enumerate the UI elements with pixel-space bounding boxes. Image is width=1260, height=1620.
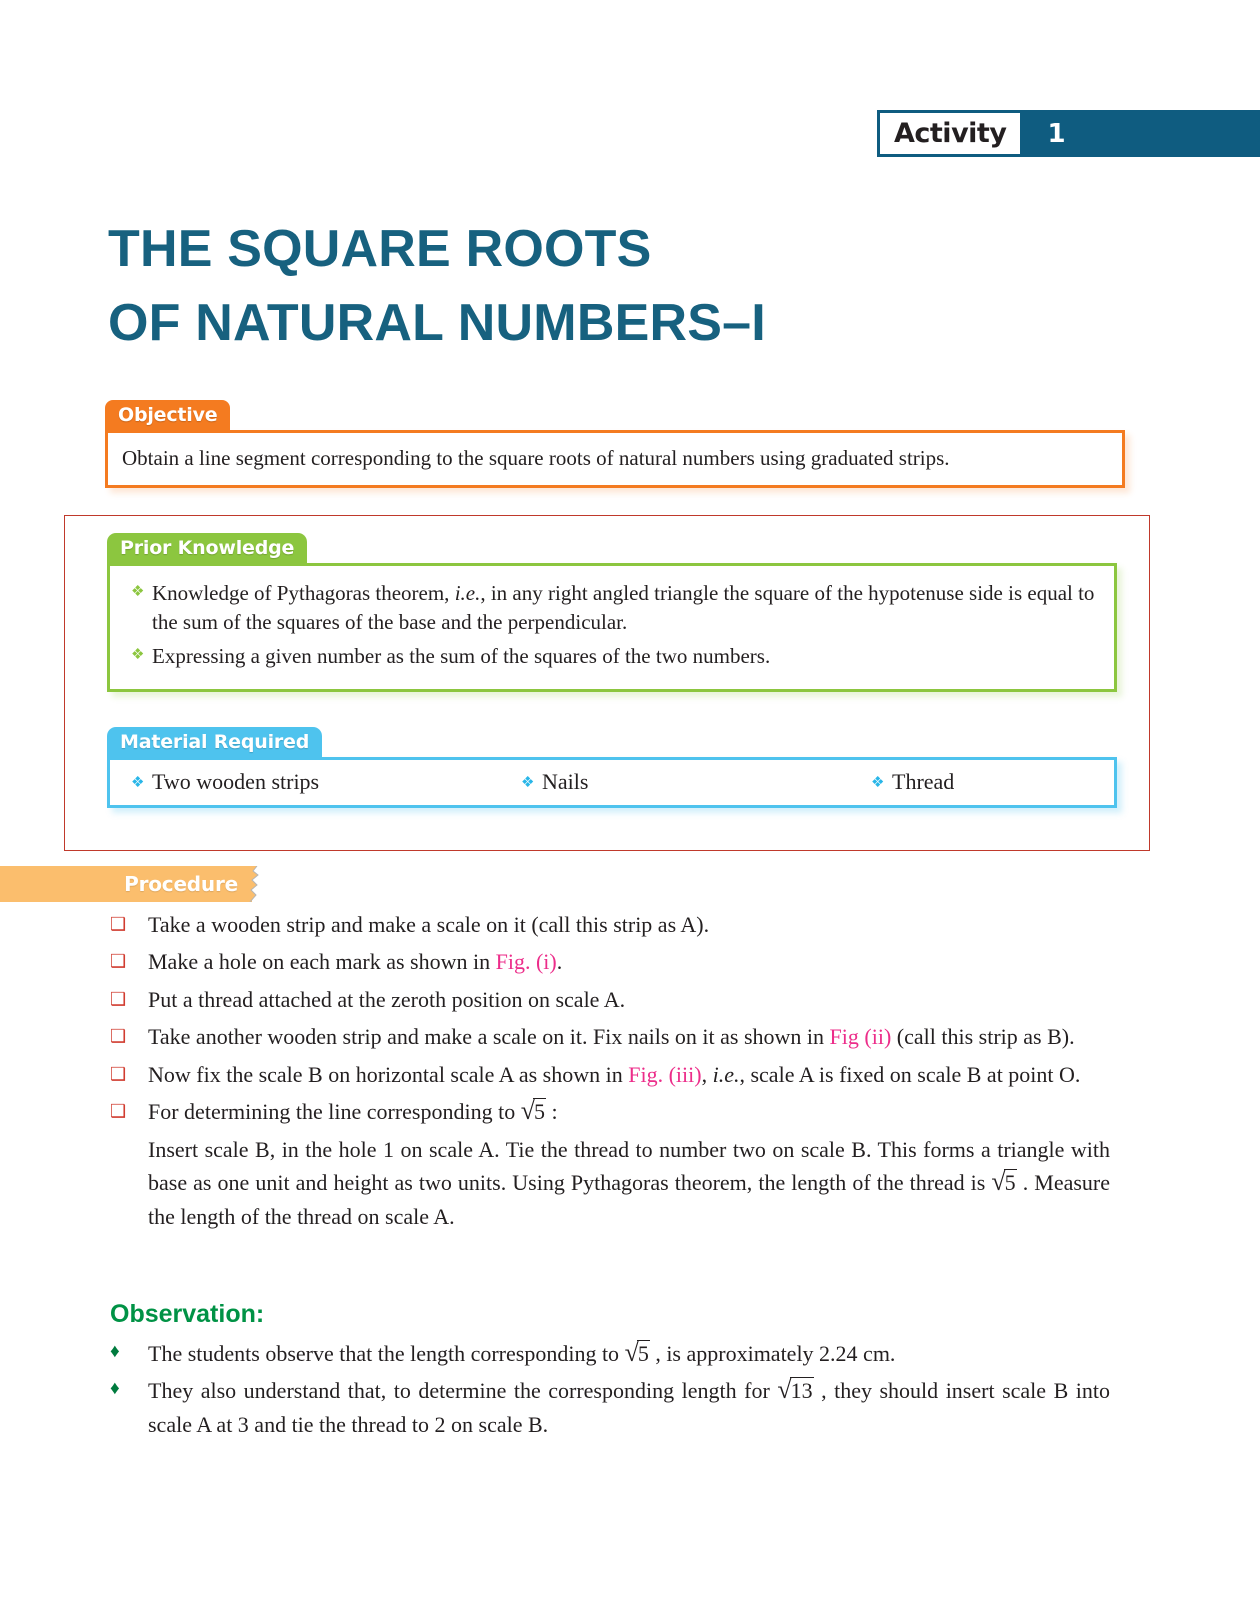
body-text: Make a hole on each mark as shown in — [148, 949, 496, 975]
objective-text: Obtain a line segment corresponding to the square roots of natural numbers using graduated strips. — [122, 446, 950, 470]
emphasis-text: i.e. — [454, 581, 481, 605]
procedure-ribbon — [0, 866, 252, 902]
diamond-bullet-icon: ♦ — [110, 1341, 120, 1362]
material-required-tab-label: Material Required — [107, 727, 322, 758]
square-bullet-icon: ❑ — [110, 1101, 127, 1122]
objective-section — [105, 400, 1125, 488]
page-title — [108, 213, 1008, 361]
body-text: , in any right angled triangle the square of the hypotenuse side is equal to the sum of the squares of the base and the perpendicular. — [152, 581, 1095, 634]
material-item — [512, 769, 862, 795]
sqrt-expression — [991, 1166, 1016, 1199]
procedure-steps — [110, 908, 1118, 1233]
body-text: Take a wooden strip and make a scale on it (call this strip as A). — [148, 912, 710, 937]
material-required-body — [107, 757, 1117, 808]
sqrt-expression — [521, 1095, 546, 1128]
prior-knowledge-body — [107, 563, 1117, 692]
radicand: 5 — [533, 1099, 545, 1125]
body-text: Knowledge of Pythagoras theorem, — [152, 581, 455, 605]
body-text: . Measure the length of the thread on scale A. — [148, 1170, 1110, 1229]
activity-header-bar — [877, 110, 1260, 157]
diamond-bullet-icon: ❖ — [131, 584, 145, 600]
material-item-label: Two wooden strips — [152, 769, 320, 794]
radical-icon: √ — [991, 1167, 1006, 1197]
observation-heading: Observation: — [110, 1300, 265, 1328]
body-text: . — [556, 949, 563, 975]
radical-icon: √ — [520, 1096, 535, 1126]
page-title-line-1: THE SQUARE ROOTS — [108, 219, 652, 278]
objective-tab-label: Objective — [105, 400, 230, 431]
procedure-step-text — [148, 1020, 1118, 1053]
procedure-step — [110, 908, 1118, 941]
square-bullet-icon: ❑ — [110, 988, 127, 1009]
prior-knowledge-list — [122, 579, 1102, 671]
list-item-text — [152, 579, 1102, 636]
observation-item — [110, 1374, 1110, 1442]
body-text: Insert scale B, in the hole 1 on scale A. Tie the thread to number two on scale B. This forms a triangle with base as one unit and height as two units. Using Pythagoras theorem, the length of the thread is — [148, 1136, 1110, 1196]
radicand: 5 — [637, 1341, 649, 1366]
procedure-step — [110, 1058, 1118, 1091]
body-text: , scale A is fixed on scale B at point O. — [739, 1061, 1081, 1087]
figure-reference[interactable]: Fig (ii) — [829, 1024, 892, 1050]
list-item — [122, 579, 1102, 636]
body-text: , is approximately 2.24 cm. — [649, 1341, 896, 1366]
procedure-step — [110, 1095, 1118, 1128]
procedure-step — [110, 983, 1118, 1016]
procedure-step — [110, 945, 1118, 978]
body-text: : — [545, 1099, 558, 1125]
observation-item-text — [148, 1337, 1110, 1371]
radicand: 5 — [1004, 1170, 1016, 1196]
body-text: Put a thread attached at the zeroth position on scale A. — [148, 986, 626, 1012]
figure-reference[interactable]: Fig. (i) — [495, 949, 557, 975]
page-title-line-2: OF NATURAL NUMBERS–I — [108, 293, 766, 352]
procedure-step-text — [148, 1095, 1118, 1128]
prior-knowledge-tab-label: Prior Knowledge — [107, 533, 307, 564]
square-bullet-icon: ❑ — [110, 1026, 127, 1047]
procedure-ribbon-label: Procedure — [124, 872, 238, 896]
procedure-step-text — [148, 908, 1118, 941]
diamond-bullet-icon: ❖ — [521, 774, 535, 791]
sqrt-expression — [625, 1337, 650, 1371]
material-required-list — [122, 769, 1102, 795]
observation-section — [110, 1337, 1110, 1445]
body-text: The students observe that the length corresponding to — [148, 1341, 625, 1366]
square-bullet-icon: ❑ — [110, 951, 127, 972]
square-bullet-icon: ❑ — [110, 914, 127, 934]
procedure-step-detail — [148, 1133, 1118, 1233]
sqrt-expression — [777, 1374, 813, 1408]
observation-item-list — [110, 1337, 1110, 1442]
body-text: Expressing a given number as the sum of the squares of the two numbers. — [152, 644, 771, 669]
body-text: Take another wooden strip and make a scale on it. Fix nails on it as shown in — [148, 1024, 830, 1050]
procedure-step-list — [110, 908, 1118, 1233]
observation-item-text — [148, 1374, 1110, 1442]
procedure-step — [110, 1020, 1118, 1053]
body-text: Now fix the scale B on horizontal scale A as shown in — [148, 1061, 629, 1087]
body-text: For determining the line corresponding to — [148, 1099, 521, 1125]
body-text: (call this strip as B). — [891, 1024, 1075, 1050]
diamond-bullet-icon: ❖ — [131, 647, 145, 664]
list-item — [122, 642, 1102, 671]
body-text: , they should insert scale B into scale A at 3 and tie the thread to 2 on scale B. — [148, 1378, 1110, 1438]
square-bullet-icon: ❑ — [110, 1063, 127, 1084]
objective-body — [105, 430, 1125, 488]
diamond-bullet-icon: ❖ — [131, 774, 145, 791]
material-item — [122, 769, 512, 795]
diamond-bullet-icon: ♦ — [110, 1378, 120, 1400]
activity-number: 1 — [1047, 118, 1066, 149]
prior-knowledge-section — [107, 533, 1117, 692]
list-item-text — [152, 642, 770, 671]
procedure-step-text — [148, 983, 1118, 1016]
observation-item — [110, 1337, 1110, 1371]
procedure-step-text — [148, 945, 1118, 978]
body-text: , — [701, 1061, 713, 1087]
procedure-ribbon-torn-edge-icon — [248, 866, 262, 902]
procedure-step-text — [148, 1058, 1118, 1091]
emphasis-text: i.e. — [712, 1061, 740, 1087]
diamond-bullet-icon: ❖ — [871, 774, 885, 791]
radicand: 13 — [790, 1378, 813, 1404]
body-text: They also understand that, to determine the corresponding length for — [148, 1378, 778, 1404]
material-item-label: Nails — [542, 769, 589, 794]
activity-label: Activity — [880, 113, 1020, 154]
material-item — [862, 769, 954, 795]
figure-reference[interactable]: Fig. (iii) — [628, 1061, 702, 1087]
material-item-label: Thread — [892, 769, 955, 794]
material-required-section — [107, 727, 1117, 808]
radical-icon: √ — [624, 1338, 639, 1367]
radical-icon: √ — [777, 1375, 792, 1405]
